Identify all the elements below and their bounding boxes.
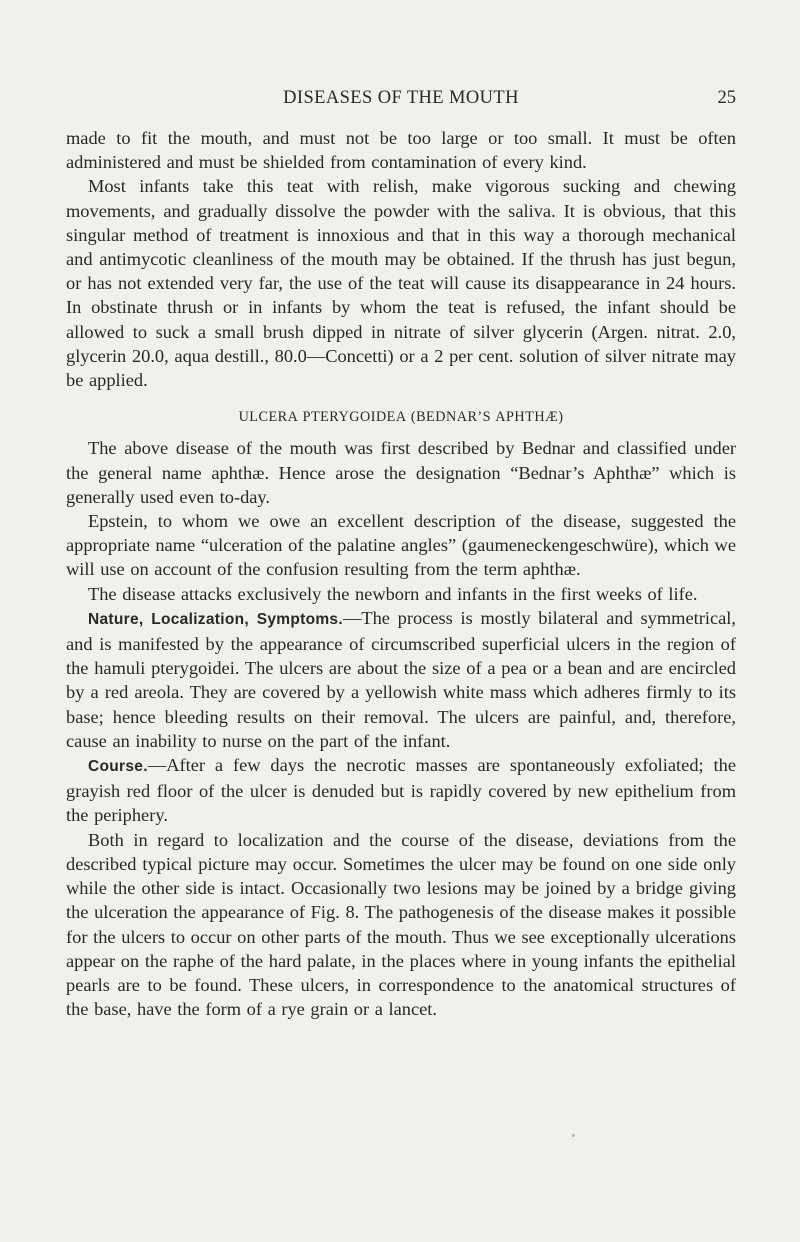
paragraph-bednar: The above disease of the mouth was first described by Bednar and classified under the general name aphthæ. Hence arose the designation “Bednar’s Aphthæ” which is generally used even to-day. (66, 438, 736, 507)
running-title: DISEASES OF THE MOUTH (283, 88, 519, 108)
section-heading: ULCERA PTERYGOIDEA (BEDNAR’S APHTHÆ) (238, 409, 564, 426)
course-heading: Course. (88, 758, 148, 776)
paragraph-attacks: The disease attacks exclusively the newborn and infants in the first weeks of life. (88, 583, 698, 604)
paragraph-epstein: Epstein, to whom we owe an excellent description of the disease, suggested the appropriate name “ulceration of the palatine angles” (gaumeneckengeschwüre), which we will use on account of the confusion resulting from the term aphthæ. (66, 511, 736, 580)
course-text: —After a few days the necrotic masses are spontaneously exfoliated; the grayish red floor of the ulcer is denuded but is rapidly covered by new epithelium from the periphery. (66, 755, 736, 826)
page-number: 25 (717, 88, 736, 108)
nature-text: —The process is mostly bilateral and symmetrical, and is manifested by the appearance of circumscribed superficial ulcers in the region of the hamuli pterygoidei. The ulcers are about the size of a pea or a bean and are encircled by a red areola. They are covered by a yellowish white mass which adheres firmly to its base; hence bleeding results on their removal. The ulcers are painful, and, therefore, cause an inability to nurse on the part of the infant. (66, 607, 737, 751)
running-head (66, 88, 736, 112)
paragraph-course (66, 753, 736, 828)
paper-speck (572, 1134, 575, 1137)
body-text (66, 126, 736, 1021)
paragraph-teat-treatment: Most infants take this teat with relish, make vigorous sucking and chewing movements, and gradually dissolve the powder with the saliva. It is obvious, that this singular method of treatment is innoxious and that in this way a thorough mechanical and antimycotic cleanliness of the mouth may be obtained. If the thrush has just begun, or has not extended very far, the use of the teat will cause its disappearance in 24 hours. In obstinate thrush or in infants by whom the teat is refused, the infant should be allowed to suck a small brush dipped in nitrate of silver glycerin (Argen. nitrat. 2.0, glycerin 20.0, aqua destill., 80.0—Concetti) or a 2 per cent. solution of silver nitrate may be applied. (66, 176, 736, 391)
nature-heading: Nature, Localization, Symptoms. (88, 610, 343, 628)
paragraph-deviations: Both in regard to localization and the course of the disease, deviations from the described typical picture may occur. Sometimes the ulcer may be found on one side only while the other side is intact. Occasionally two lesions may be joined by a bridge giving the ulceration the appearance of Fig. 8. The pathogenesis of the disease makes it possible for the ulcers to occur on other parts of the mouth. Thus we see exceptionally ulcerations appear on the raphe of the hard palate, in the places where in young infants the epithelial pearls are to be found. These ulcers, in correspondence to the anatomical structures of the base, have the form of a rye grain or a lancet. (66, 829, 736, 1020)
paragraph-nature (66, 606, 736, 753)
paragraph-continued: made to fit the mouth, and must not be too large or too small. It must be often administered and must be shielded from contamination of every kind. (66, 128, 736, 173)
